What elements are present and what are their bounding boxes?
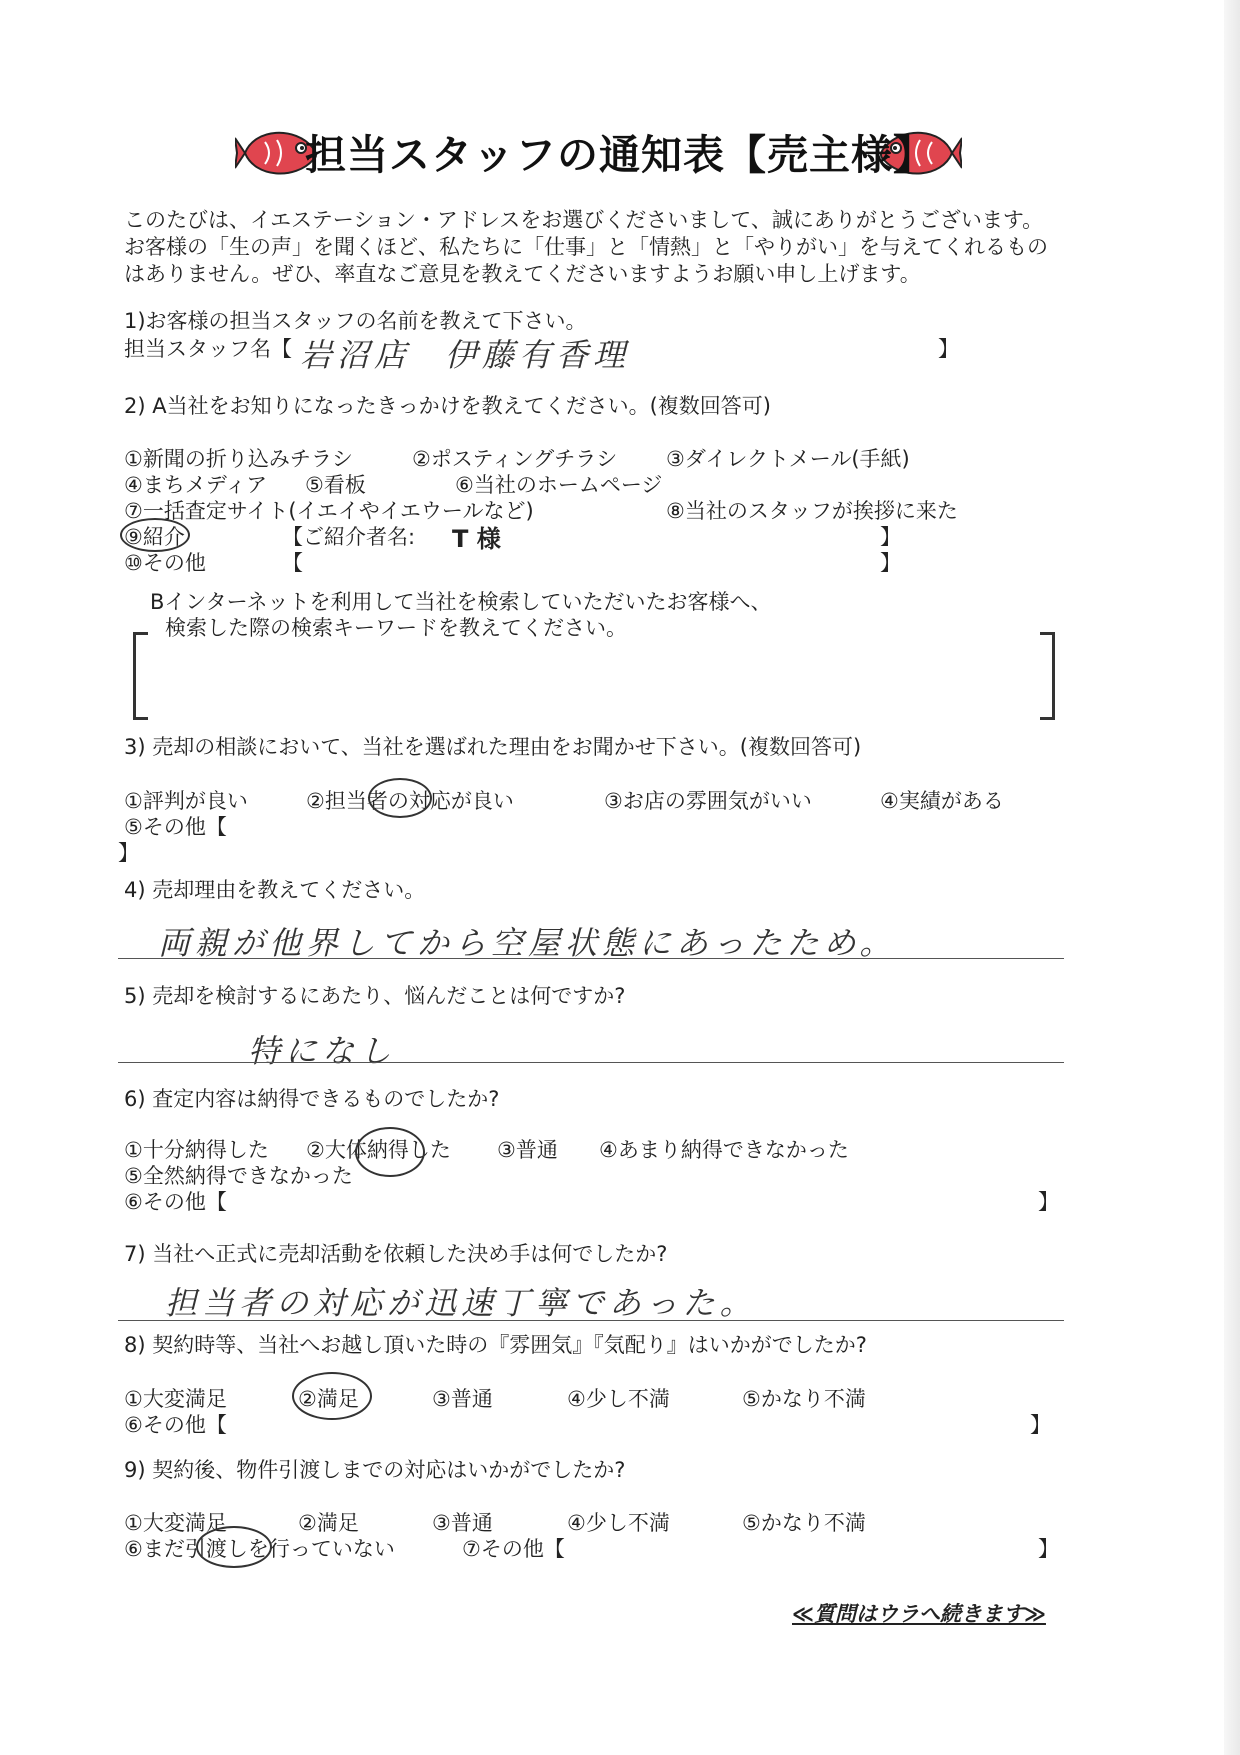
q8-option-2: ②満足 bbox=[298, 1387, 359, 1411]
q8-option-2-circle-mark bbox=[292, 1372, 372, 1420]
q2-option-1: ①新聞の折り込みチラシ bbox=[124, 447, 353, 471]
q2b-line1: Bインターネットを利用して当社を検索していただいたお客様へ、 bbox=[150, 590, 772, 614]
q7-answer: 担当者の対応が迅速丁寧であった。 bbox=[165, 1284, 757, 1322]
q1-answer-name: 伊藤有香理 bbox=[445, 336, 631, 374]
q1-close-bracket: 】 bbox=[938, 337, 959, 361]
q3-question: 3) 売却の相談において、当社を選ばれた理由をお聞かせ下さい。(複数回答可) bbox=[124, 735, 862, 759]
q8-question: 8) 契約時等、当社へお越し頂いた時の『雰囲気』『気配り』はいかがでしたか? bbox=[124, 1333, 867, 1357]
q6-option-2: ②大体納得した bbox=[306, 1138, 451, 1162]
q2-other-close: 】 bbox=[880, 551, 901, 575]
q9-option-2: ②満足 bbox=[298, 1511, 359, 1535]
q5-answer: 特になし bbox=[248, 1032, 397, 1070]
q9-option-3: ③普通 bbox=[432, 1511, 493, 1535]
q9-option-6: ⑥まだ引渡しを行っていない bbox=[124, 1537, 395, 1561]
q2-question: 2) A当社をお知りになったきっかけを教えてください。(複数回答可) bbox=[124, 394, 771, 418]
q9-option-4: ④少し不満 bbox=[567, 1511, 670, 1535]
q2-option-3: ③ダイレクトメール(手紙) bbox=[666, 447, 910, 471]
q9-option-6-circle-mark bbox=[196, 1526, 272, 1568]
q2-option-9: ⑨紹介 bbox=[124, 525, 185, 549]
q6-option-1: ①十分納得した bbox=[124, 1138, 269, 1162]
q6-close-bracket: 】 bbox=[1038, 1190, 1059, 1214]
q8-other: ⑥その他【 bbox=[124, 1413, 227, 1437]
q2-referrer-close: 】 bbox=[880, 525, 901, 549]
intro-paragraph: このたびは、イエステーション・アドレスをお選びくださいまして、誠にありがとうございます。お客様の「生の声」を聞くほど、私たちに「仕事」と「情熱」と「やりがい」を与えてくれるものはありません。ぜひ、率直なご意見を教えてくださいますようお願い申し上げます。 bbox=[124, 208, 1048, 286]
q9-question: 9) 契約後、物件引渡しまでの対応はいかがでしたか? bbox=[124, 1458, 626, 1482]
keyword-box-right-bracket bbox=[1040, 632, 1055, 720]
q8-close-bracket: 】 bbox=[1030, 1413, 1051, 1437]
q3-option-4: ④実績がある bbox=[880, 789, 1004, 813]
q2-referrer-value: T 様 bbox=[452, 525, 501, 553]
q8-option-1: ①大変満足 bbox=[124, 1387, 227, 1411]
q8-option-4: ④少し不満 bbox=[567, 1387, 670, 1411]
q2-option-2: ②ポスティングチラシ bbox=[412, 447, 618, 471]
q2b-line2: 検索した際の検索キーワードを教えてください。 bbox=[165, 616, 627, 640]
q2-option-6: ⑥当社のホームページ bbox=[455, 473, 663, 497]
q4-answer-line bbox=[118, 958, 1064, 959]
q3-option-1: ①評判が良い bbox=[124, 789, 248, 813]
q6-option-5: ⑤全然納得できなかった bbox=[124, 1164, 353, 1188]
q5-question: 5) 売却を検討するにあたり、悩んだことは何ですか? bbox=[124, 984, 626, 1008]
q2-option-7: ⑦一括査定サイト(イエイやイエウールなど) bbox=[124, 499, 534, 523]
q5-answer-line bbox=[118, 1062, 1064, 1063]
q2-referrer-label: 【ご紹介者名: bbox=[282, 525, 416, 549]
q6-option-4: ④あまり納得できなかった bbox=[599, 1138, 849, 1162]
q1-label: 担当スタッフ名【 bbox=[124, 337, 292, 361]
q3-other: ⑤その他【 bbox=[124, 815, 227, 839]
q3-option-3: ③お店の雰囲気がいい bbox=[604, 789, 812, 813]
q9-option-7: ⑦その他【 bbox=[462, 1537, 565, 1561]
q2-option-8: ⑧当社のスタッフが挨拶に来た bbox=[666, 499, 958, 523]
q2-other-open: 【 bbox=[282, 551, 303, 575]
q3-option-2: ②担当者の対応が良い bbox=[306, 789, 514, 813]
page-edge-shadow bbox=[1224, 0, 1240, 1755]
page-title: 担当スタッフの通知表【売主様】 bbox=[305, 131, 935, 179]
q3-close-bracket: 】 bbox=[118, 841, 139, 865]
q6-option-2-circle-mark bbox=[355, 1127, 425, 1177]
q9-close-bracket: 】 bbox=[1038, 1537, 1059, 1561]
q8-option-5: ⑤かなり不満 bbox=[742, 1387, 866, 1411]
q6-option-3: ③普通 bbox=[497, 1138, 558, 1162]
q2-option-4: ④まちメディア bbox=[124, 473, 268, 497]
q1-answer-store: 岩沼店 bbox=[300, 336, 412, 374]
q8-option-3: ③普通 bbox=[432, 1387, 493, 1411]
footer-continue-note: ≪質問はウラへ続きます≫ bbox=[792, 1602, 1046, 1626]
q7-question: 7) 当社へ正式に売却活動を依頼した決め手は何でしたか? bbox=[124, 1242, 668, 1266]
q2-option-10: ⑩その他 bbox=[124, 551, 206, 575]
q9-option-1: ①大変満足 bbox=[124, 1511, 227, 1535]
q4-answer: 両親が他界してから空屋状態にあったため。 bbox=[158, 924, 897, 962]
q7-answer-line bbox=[118, 1320, 1064, 1321]
q4-question: 4) 売却理由を教えてください。 bbox=[124, 878, 426, 902]
q6-question: 6) 査定内容は納得できるものでしたか? bbox=[124, 1087, 500, 1111]
q1-question: 1)お客様の担当スタッフの名前を教えて下さい。 bbox=[124, 309, 587, 333]
q3-option-2-circle-mark bbox=[368, 778, 432, 818]
keyword-box-left-bracket bbox=[133, 632, 148, 720]
q2-option-5: ⑤看板 bbox=[305, 473, 366, 497]
q6-other: ⑥その他【 bbox=[124, 1190, 227, 1214]
q9-option-5: ⑤かなり不満 bbox=[742, 1511, 866, 1535]
